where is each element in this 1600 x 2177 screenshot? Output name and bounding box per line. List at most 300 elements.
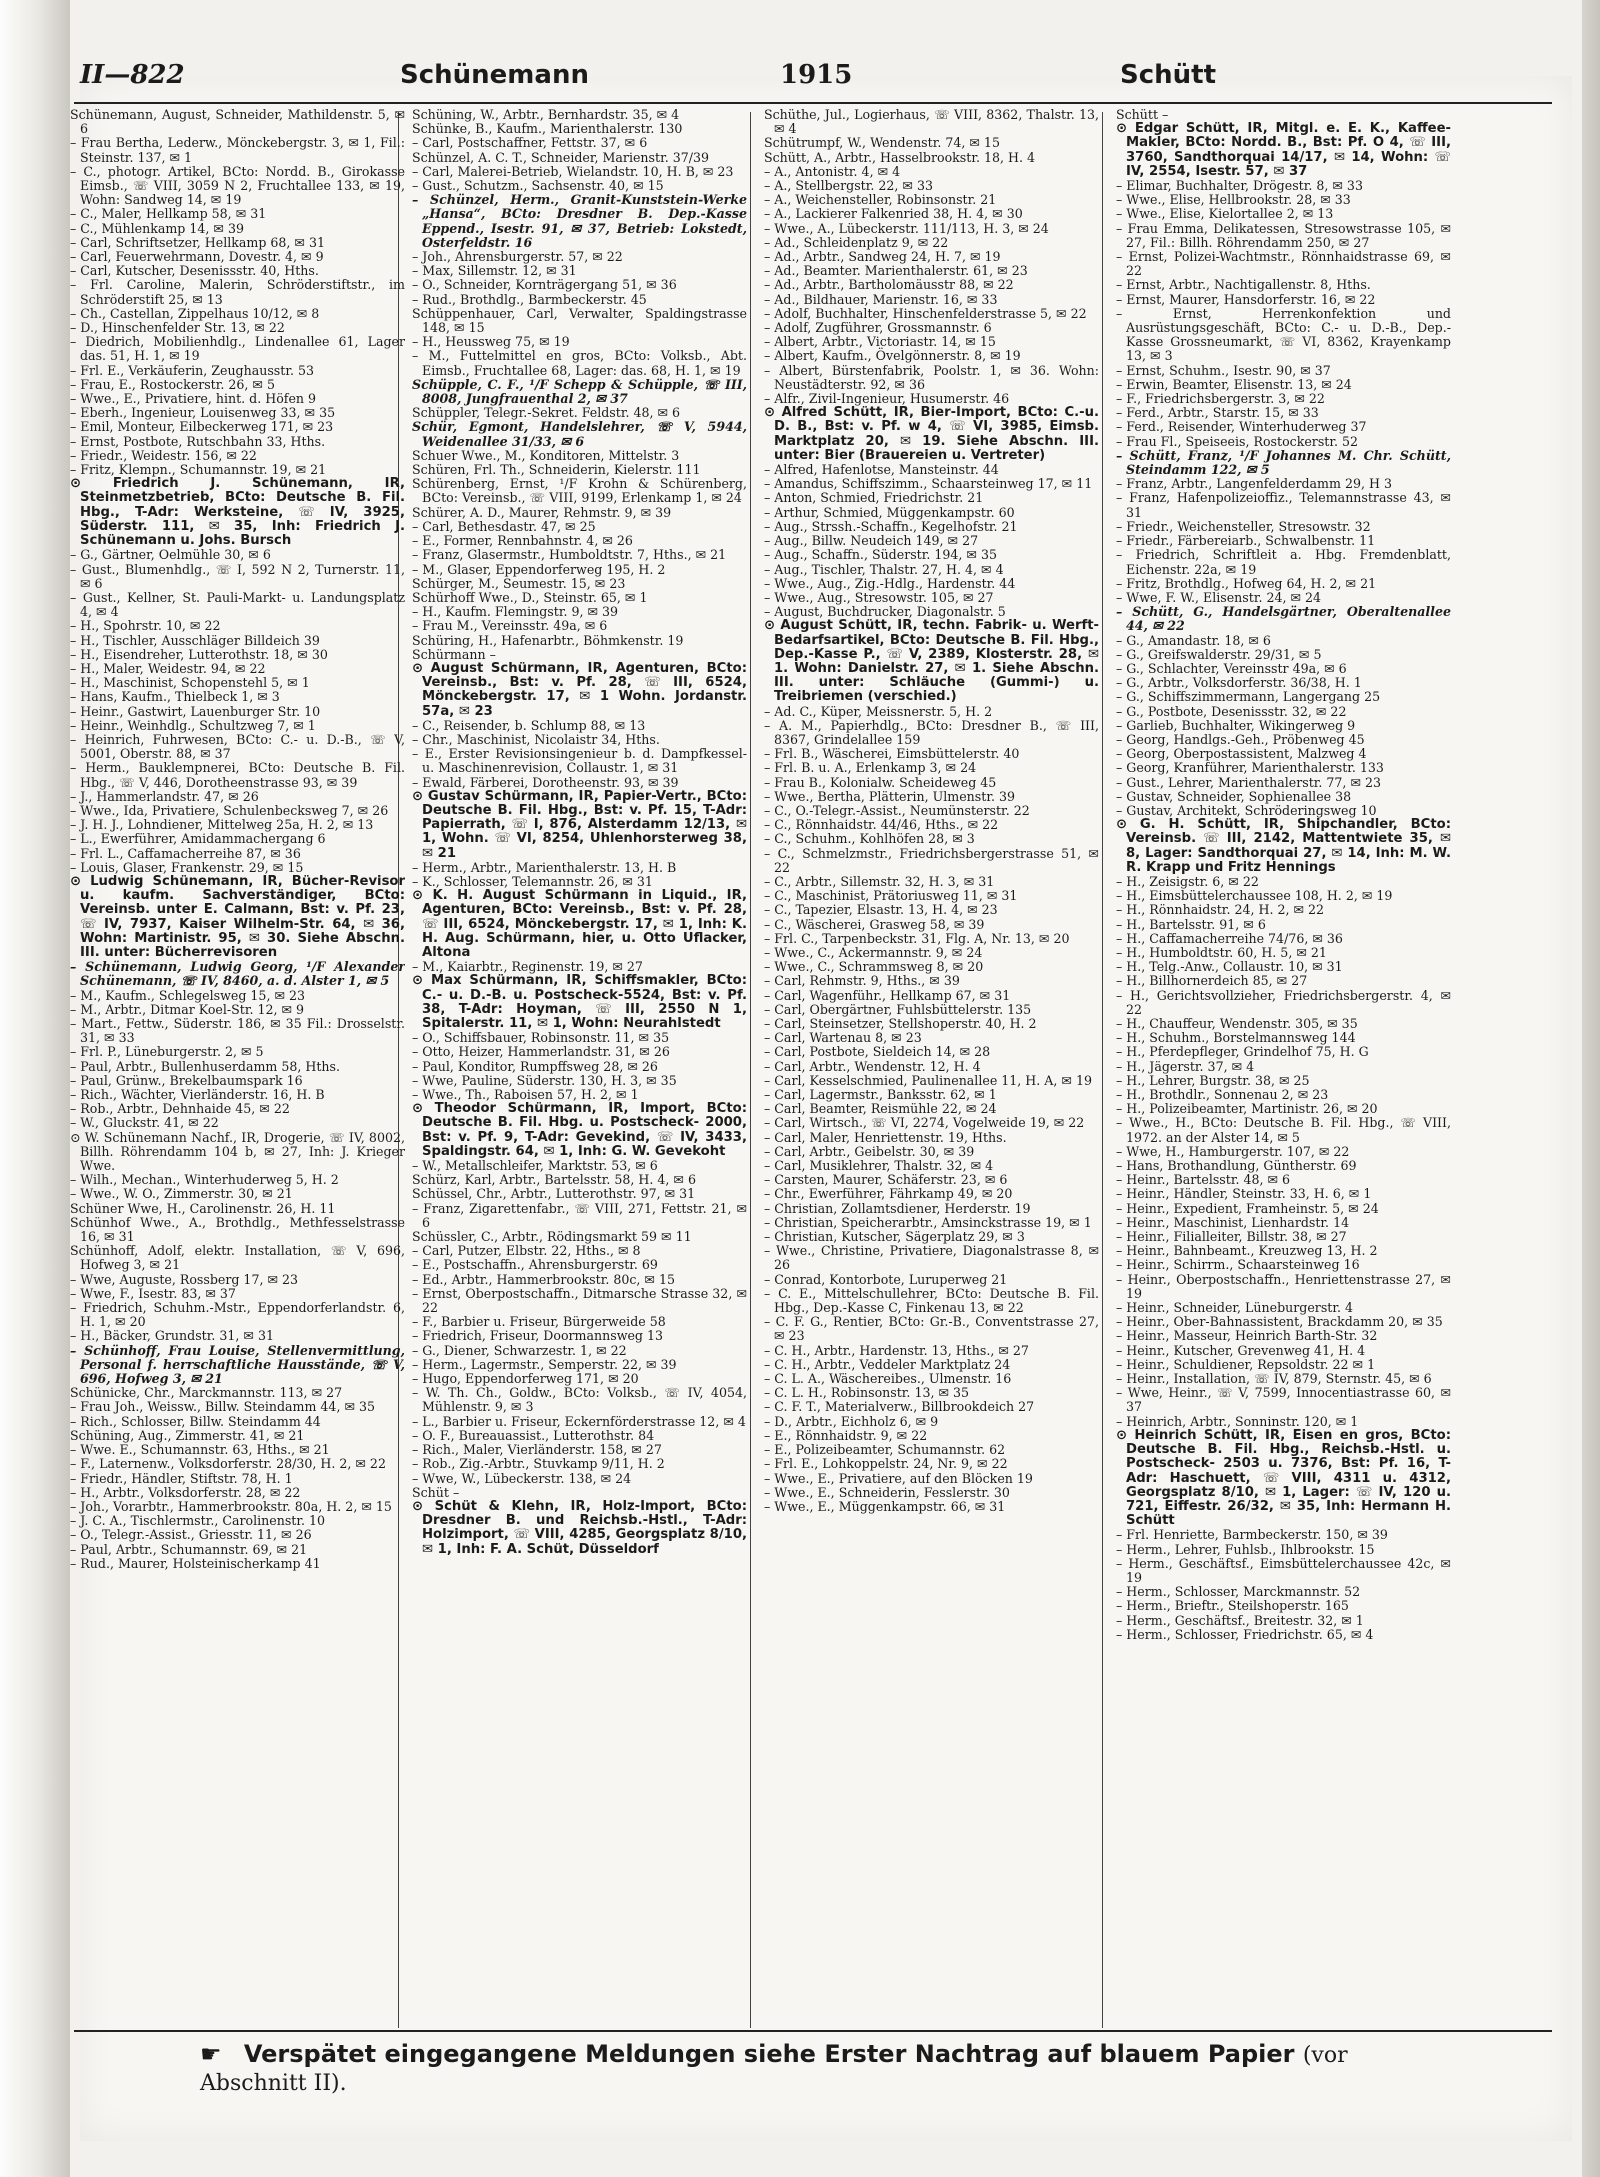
directory-entry: – Herm., Schlosser, Friedrichstr. 65, ✉ 4: [1116, 1626, 1374, 1642]
directory-entry: – Ernst, Herrenkonfektion und Ausrüstungsgeschäft, BCto: C.- u. D.-B., Dep.-Kasse Grossneumarkt, ☏ VI, 8362, Krayenkamp 13, ✉ 3: [1116, 305, 1451, 364]
directory-entry: – Rob., Arbtr., Dehnhaide 45, ✉ 22: [70, 1101, 290, 1117]
directory-entry: – F., Laternenw., Volksdorferstr. 28/30, H. 2, ✉ 22: [70, 1456, 386, 1472]
directory-entry: – Ed., Arbtr., Hammerbrookstr. 80c, ✉ 15: [412, 1271, 676, 1287]
directory-entry: – Friedrich, Schriftleit a. Hbg. Fremdenblatt, Eichenstr. 22a, ✉ 19: [1116, 547, 1451, 577]
directory-entry: – M., Arbtr., Ditmar Koel-Str. 12, ✉ 9: [70, 1001, 305, 1017]
directory-entry: – G., Diener, Schwarzestr. 1, ✉ 22: [412, 1342, 627, 1358]
directory-entry: – Wwe., W. O., Zimmerstr. 30, ✉ 21: [70, 1186, 293, 1202]
column-2: [412, 108, 747, 2028]
directory-entry: – Schünemann, Ludwig Georg, ¹/F Alexander Schünemann, ☏ IV, 8460, a. d. Alster 1, ✉ 5: [70, 959, 405, 989]
directory-entry: – Frau Fl., Speiseeis, Rostockerstr. 52: [1116, 433, 1359, 449]
directory-entry: – H., Telg.-Anw., Collaustr. 10, ✉ 31: [1116, 959, 1343, 975]
directory-entry: – O. F., Bureauassist., Lutterothstr. 84: [412, 1427, 655, 1443]
directory-entry: – H., Bäcker, Grundstr. 31, ✉ 31: [70, 1328, 274, 1344]
directory-entry: – K., Schlosser, Telemannstr. 26, ✉ 31: [412, 873, 653, 889]
directory-entry: – Herm., Lagermstr., Semperstr. 22, ✉ 39: [412, 1356, 677, 1372]
directory-entry: – Heinr., Weinhdlg., Schultzweg 7, ✉ 1: [70, 717, 316, 733]
directory-entry: – Friedr., Färbereiarb., Schwalbenstr. 11: [1116, 533, 1376, 549]
directory-entry: – Wilh., Mechan., Winterhuderweg 5, H. 2: [70, 1172, 339, 1188]
directory-entry: ⊙ Theodor Schürmann, IR, Import, BCto: Deutsche B. Fil. Hbg. u. Postscheck- 2000, Bst: v. Pf. 9, T-Adr: Gevekind, ☏ IV, 3433, Spaldingstr. 64, ✉ 1, Inh: G. W. Gevekoht: [412, 1101, 747, 1159]
directory-entry: – Ad., Beamter. Marienthalerstr. 61, ✉ 23: [764, 263, 1028, 279]
directory-entry: – F., Friedrichsbergerstr. 3, ✉ 22: [1116, 391, 1325, 407]
directory-entry: – O., Telegr.-Assist., Griesstr. 11, ✉ 26: [70, 1527, 312, 1543]
directory-entry: – F., Barbier u. Friseur, Bürgerweide 58: [412, 1314, 666, 1330]
directory-entry: – E., Erster Revisionsingenieur b. d. Dampfkessel- u. Maschinenrevision, Collaustr. 1, ✉ 31: [412, 746, 747, 776]
directory-entry: – Albert, Kaufm., Övelgönnerstr. 8, ✉ 19: [764, 348, 1021, 364]
directory-entry: Schüppenhauer, Carl, Verwalter, Spaldingstrasse 148, ✉ 15: [412, 305, 747, 336]
directory-entry: – W., Gluckstr. 41, ✉ 22: [70, 1115, 219, 1131]
directory-entry: – Conrad, Kontorbote, Luruperweg 21: [764, 1271, 1008, 1287]
directory-entry: Schüt –: [412, 1484, 460, 1500]
directory-entry: – Friedrich, Schuhm.-Mstr., Eppendorferlandstr. 6, H. 1, ✉ 20: [70, 1300, 405, 1330]
directory-entry: – A., Stellbergstr. 22, ✉ 33: [764, 178, 933, 194]
directory-entry: – L., Barbier u. Friseur, Eckernförderstrasse 12, ✉ 4: [412, 1413, 746, 1429]
directory-entry: – Frl. Henriette, Barmbeckerstr. 150, ✉ 39: [1116, 1527, 1388, 1543]
directory-entry: – Carl, Beamter, Reismühle 22, ✉ 24: [764, 1101, 997, 1117]
directory-entry: – Wwe, W., Lübeckerstr. 138, ✉ 24: [412, 1470, 632, 1486]
directory-entry: – H., Arbtr., Volksdorferstr. 28, ✉ 22: [70, 1484, 301, 1500]
directory-entry: – C. H., Arbtr., Hardenstr. 13, Hths., ✉ 27: [764, 1342, 1029, 1358]
directory-entry: Schürhoff Wwe., D., Steinstr. 65, ✉ 1: [412, 589, 648, 605]
directory-entry: – Heinr., Kutscher, Grevenweg 41, H. 4: [1116, 1342, 1366, 1358]
directory-entry: – Georg, Kranführer, Marienthalerstr. 133: [1116, 760, 1384, 776]
directory-entry: – Paul, Konditor, Rumpffsweg 28, ✉ 26: [412, 1058, 658, 1074]
directory-entry: – Erwin, Beamter, Elisenstr. 13, ✉ 24: [1116, 376, 1352, 392]
directory-entry: – C. F. G., Rentier, BCto: Gr.-B., Conventstrasse 27, ✉ 23: [764, 1314, 1099, 1344]
directory-entry: – D., Arbtr., Eichholz 6, ✉ 9: [764, 1413, 939, 1429]
directory-entry: – Joh., Ahrensburgerstr. 57, ✉ 22: [412, 249, 623, 265]
directory-entry: – Wwe., E., Privatiere, auf den Blöcken 19: [764, 1470, 1033, 1486]
directory-entry: – J., Hammerlandstr. 47, ✉ 26: [70, 788, 259, 804]
directory-entry: – C., Maschinist, Prätoriusweg 11, ✉ 31: [764, 888, 1018, 904]
directory-entry: – Paul, Grünw., Brekelbaumspark 16: [70, 1072, 303, 1088]
directory-entry: – H., Caffamacherreihe 74/76, ✉ 36: [1116, 930, 1343, 946]
directory-entry: – Ad., Arbtr., Sandweg 24, H. 7, ✉ 19: [764, 249, 1001, 265]
directory-entry: – Ferd., Arbtr., Starstr. 15, ✉ 33: [1116, 405, 1319, 421]
directory-entry: – C., Tapezier, Elsastr. 13, H. 4, ✉ 23: [764, 902, 998, 918]
directory-entry: – Carl, Maler, Henriettenstr. 19, Hths.: [764, 1129, 1007, 1145]
directory-entry: – M., Kaiarbtr., Reginenstr. 19, ✉ 27: [412, 959, 643, 975]
directory-entry: – C., Arbtr., Sillemstr. 32, H. 3, ✉ 31: [764, 873, 995, 889]
directory-entry: Schünemann, August, Schneider, Mathildenstr. 5, ✉ 6: [70, 108, 405, 137]
directory-entry: – H., Schuhm., Borstelmannsweg 144: [1116, 1030, 1356, 1046]
directory-entry: – G., Gärtner, Oelmühle 30, ✉ 6: [70, 547, 271, 563]
directory-entry: – Rich., Schlosser, Billw. Steindamm 44: [70, 1413, 321, 1429]
directory-entry: – Rich., Maler, Vierländerstr. 158, ✉ 27: [412, 1442, 662, 1458]
directory-entry: Schütrumpf, W., Wendenstr. 74, ✉ 15: [764, 135, 1000, 151]
directory-entry: – Ernst, Arbtr., Nachtigallenstr. 8, Hths.: [1116, 277, 1371, 293]
directory-entry: – Carl, Schriftsetzer, Hellkamp 68, ✉ 31: [70, 234, 326, 250]
directory-entry: – Heinr., Händler, Steinstr. 33, H. 6, ✉ 1: [1116, 1186, 1372, 1202]
directory-entry: – Heinr., Expedient, Framheinstr. 5, ✉ 24: [1116, 1200, 1379, 1216]
page-number: II—822: [80, 60, 185, 90]
directory-entry: – Heinr., Schirrm., Schaarsteinweg 16: [1116, 1257, 1360, 1273]
directory-entry: – Arthur, Schmied, Müggenkampstr. 60: [764, 504, 1015, 520]
directory-entry: – H., Eisendreher, Lutterothstr. 18, ✉ 30: [70, 646, 328, 662]
directory-entry: – Wwe., E., Privatiere, hint. d. Höfen 9: [70, 391, 317, 407]
directory-entry: – Ernst, Oberpostschaffn., Ditmarsche Strasse 32, ✉ 22: [412, 1285, 747, 1316]
directory-entry: – Friedr., Händler, Stiftstr. 78, H. 1: [70, 1470, 293, 1486]
directory-entry: Schütt –: [1116, 108, 1169, 122]
directory-entry: – Carl, Postbote, Sieldeich 14, ✉ 28: [764, 1044, 991, 1060]
directory-entry: – Carl, Kutscher, Desenissstr. 40, Hths.: [70, 263, 319, 279]
directory-entry: – H., Maschinist, Schopenstehl 5, ✉ 1: [70, 675, 310, 691]
directory-entry: Schuer Wwe., M., Konditoren, Mittelstr. 3: [412, 447, 680, 463]
directory-entry: – Wwe., C., Schrammsweg 8, ✉ 20: [764, 959, 984, 975]
directory-entry: – M., Glaser, Eppendorferweg 195, H. 2: [412, 561, 666, 577]
directory-entry: – Ad., Arbtr., Bartholomäusstr 88, ✉ 22: [764, 277, 1014, 293]
directory-entry: Schüring, H., Hafenarbtr., Böhmkenstr. 19: [412, 632, 684, 648]
directory-entry: – H., Heussweg 75, ✉ 19: [412, 334, 570, 350]
column-4: [1116, 108, 1451, 2028]
directory-entry: ⊙ Heinrich Schütt, IR, Eisen en gros, BCto: Deutsche B. Fil. Hbg., Reichsb.-Hstl. u. Postscheck- 2503 u. 7376, Bst: Pf. 16, T-Adr: Haschuett, ☏ VIII, 4311 u. 4312, Georgsplatz 8/10, ✉ 1, Lager: ☏ IV, 120 u. 721, Eiffestr. 26/32, ✉ 35, Inh: Hermann H. Schütt: [1116, 1427, 1451, 1529]
directory-entry: – Friedr., Weidestr. 156, ✉ 22: [70, 447, 257, 463]
directory-entry: Schüren, Frl. Th., Schneiderin, Kielerstr. 111: [412, 462, 701, 478]
directory-entry: Schütt, A., Arbtr., Hasselbrookstr. 18, H. 4: [764, 149, 1035, 165]
directory-entry: – Herm., Brieftr., Steilshoperstr. 165: [1116, 1598, 1349, 1614]
directory-entry: – C., photogr. Artikel, BCto: Nordd. B., Girokasse Eimsb., ☏ VIII, 3059 N 2, Fruchtallee 133, ✉ 19, Wohn: Sandweg 14, ✉ 19: [70, 163, 405, 208]
directory-entry: – Carl, Feuerwehrmann, Dovestr. 4, ✉ 9: [70, 249, 324, 265]
directory-entry: – E., Rönnhaidstr. 9, ✉ 22: [764, 1427, 928, 1443]
directory-entry: ⊙ K. H. August Schürmann in Liquid., IR, Agenturen, BCto: Vereinsb., Bst: v. Pf. 28, ☏ III, 6524, Mönckebergstr. 17, ✉ 1, Inh: K. H. Aug. Schürmann, hier, u. Otto Uflacker, Altona: [412, 888, 747, 960]
page-edge: [1582, 0, 1600, 2177]
directory-entry: Schürenberg, Ernst, ¹/F Krohn & Schürenberg, BCto: Vereinsb., ☏ VIII, 9199, Erlenkamp 1, ✉ 24: [412, 476, 747, 506]
directory-entry: – Frl. P., Lüneburgerstr. 2, ✉ 5: [70, 1044, 264, 1060]
directory-entry: – Rob., Zig.-Arbtr., Stuvkamp 9/11, H. 2: [412, 1456, 665, 1472]
directory-entry: – Aug., Billw. Neudeich 149, ✉ 27: [764, 533, 979, 549]
column-3: [764, 108, 1099, 2028]
directory-entry: – Herm., Schlosser, Marckmannstr. 52: [1116, 1584, 1361, 1600]
directory-entry: – C., Schuhm., Kohlhöfen 28, ✉ 3: [764, 831, 975, 847]
directory-entry: – Carl, Putzer, Elbstr. 22, Hths., ✉ 8: [412, 1243, 641, 1259]
directory-entry: – Adolf, Buchhalter, Hinschenfelderstrasse 5, ✉ 22: [764, 305, 1087, 321]
directory-entry: Schüssler, C., Arbtr., Rödingsmarkt 59 ✉ 11: [412, 1229, 692, 1245]
directory-entry: – Schünhoff, Frau Louise, Stellenvermittlung, Personal f. herrschaftliche Hausstände, ☏ V, 696, Hofweg 3, ✉ 21: [70, 1342, 405, 1387]
directory-entry: – M., Futtelmittel en gros, BCto: Volksb., Abt. Eimsb., Fruchtallee 68, Lager: das. 68, H. 1, ✉ 19: [412, 348, 747, 378]
directory-entry: – Otto, Heizer, Hammerlandstr. 31, ✉ 26: [412, 1044, 670, 1060]
footer-note: [200, 2040, 1400, 2096]
directory-entry: – Gustav, Architekt, Schröderingsweg 10: [1116, 802, 1377, 818]
directory-entry: – Hans, Brothandlung, Güntherstr. 69: [1116, 1158, 1357, 1174]
directory-entry: Schüning, W., Arbtr., Bernhardstr. 35, ✉ 4: [412, 108, 680, 122]
directory-entry: – Heinr., Filialleiter, Billstr. 38, ✉ 27: [1116, 1229, 1347, 1245]
directory-entry: – Heinr., Ober-Bahnassistent, Brackdamm 20, ✉ 35: [1116, 1314, 1443, 1330]
directory-entry: – Frl. E., Lohkoppelstr. 24, Nr. 9, ✉ 22: [764, 1456, 1008, 1472]
column-1: [70, 108, 405, 2028]
directory-entry: – E., Former, Rennbahnstr. 4, ✉ 26: [412, 533, 633, 549]
directory-entry: – Gust., Blumenhdlg., ☏ I, 592 N 2, Turnerstr. 11, ✉ 6: [70, 561, 405, 591]
directory-entry: – Aug., Tischler, Thalstr. 27, H. 4, ✉ 4: [764, 561, 1004, 577]
directory-entry: – Rich., Wächter, Vierländerstr. 16, H. B: [70, 1087, 325, 1103]
directory-entry: ⊙ August Schürmann, IR, Agenturen, BCto: Vereinsb., Bst: v. Pf. 28, ☏ III, 6524, Mönckebergstr. 17, ✉ 1 Wohn. Jordanstr. 57a, ✉ 23: [412, 660, 747, 719]
directory-entry: – J. C. A., Tischlermstr., Carolinenstr. 10: [70, 1513, 326, 1529]
directory-entry: – C. F. T., Materialverw., Billbrookdeich 27: [764, 1399, 1035, 1415]
directory-entry: – Frl. C., Tarpenbeckstr. 31, Flg. A, Nr. 13, ✉ 20: [764, 930, 1070, 946]
directory-entry: – Herm., Geschäftsf., Breitestr. 32, ✉ 1: [1116, 1612, 1364, 1628]
directory-entry: – Ch., Castellan, Zippelhaus 10/12, ✉ 8: [70, 305, 320, 321]
directory-entry: – Fritz, Brothdlg., Hofweg 64, H. 2, ✉ 21: [1116, 575, 1377, 591]
directory-entry: – Albert, Arbtr., Victoriastr. 14, ✉ 15: [764, 334, 996, 350]
directory-entry: – Chr., Ewerführer, Fährkamp 49, ✉ 20: [764, 1186, 1013, 1202]
directory-entry: – Schünzel, Herm., Granit-Kunststein-Werke „Hansa“, BCto: Dresdner B. Dep.-Kasse Eppend., Isestr. 91, ✉ 37, Betrieb: Lokstedt, Osterfeldstr. 16: [412, 192, 747, 250]
directory-entry: – Heinr., Schneider, Lüneburgerstr. 4: [1116, 1300, 1354, 1316]
directory-entry: – Frl. E., Verkäuferin, Zeughausstr. 53: [70, 362, 314, 378]
directory-entry: Schünzel, A. C. T., Schneider, Marienstr. 37/39: [412, 149, 710, 165]
directory-entry: – Elimar, Buchhalter, Drögestr. 8, ✉ 33: [1116, 178, 1363, 194]
directory-entry: – Franz, Zigarettenfabr., ☏ VIII, 271, Fettstr. 21, ✉ 6: [412, 1200, 747, 1230]
directory-entry: – H., Polizeibeamter, Martinistr. 26, ✉ 20: [1116, 1101, 1378, 1117]
directory-entry: – Max, Sillemstr. 12, ✉ 31: [412, 263, 577, 279]
directory-entry: Schünke, B., Kaufm., Marienthalerstr. 130: [412, 121, 683, 137]
directory-entry: – Ernst, Schuhm., Isestr. 90, ✉ 37: [1116, 362, 1331, 378]
directory-entry: – Frau M., Vereinsstr. 49a, ✉ 6: [412, 618, 608, 634]
directory-entry: – C., Schmelzmstr., Friedrichsbergerstrasse 51, ✉ 22: [764, 845, 1099, 875]
directory-entry: Schürmann –: [412, 646, 496, 662]
directory-entry: – Heinr., Masseur, Heinrich Barth-Str. 32: [1116, 1328, 1378, 1344]
directory-entry: – Heinr., Bartelsstr. 48, ✉ 6: [1116, 1172, 1291, 1188]
directory-entry: Schünicke, Chr., Marckmannstr. 113, ✉ 27: [70, 1385, 343, 1401]
directory-entry: – W. Th. Ch., Goldw., BCto: Volksb., ☏ IV, 4054, Mühlenstr. 9, ✉ 3: [412, 1385, 747, 1415]
directory-entry: Schüner Wwe, H., Carolinenstr. 26, H. 11: [70, 1200, 336, 1216]
directory-entry: – Georg, Handlgs.-Geh., Pröbenweg 45: [1116, 731, 1365, 747]
directory-entry: – Ewald, Färberei, Dorotheenstr. 93, ✉ 39: [412, 774, 679, 790]
footer-text: Verspätet eingegangene Meldungen siehe Erster Nachtrag auf blauem Papier: [243, 2040, 1295, 2068]
directory-entry: – Garlieb, Buchhalter, Wikingerweg 9: [1116, 717, 1356, 733]
directory-entry: – C. H., Arbtr., Veddeler Marktplatz 24: [764, 1356, 1011, 1372]
directory-entry: – Ernst, Maurer, Hansdorferstr. 16, ✉ 22: [1116, 291, 1376, 307]
directory-entry: – Carsten, Maurer, Schäferstr. 23, ✉ 6: [764, 1172, 1008, 1188]
directory-entry: – G., Amandastr. 18, ✉ 6: [1116, 632, 1271, 648]
directory-entry: Schüppler, Telegr.-Sekret. Feldstr. 48, ✉ 6: [412, 405, 681, 421]
directory-entry: – Carl, Bethesdastr. 47, ✉ 25: [412, 518, 596, 534]
directory-entry: – Carl, Wagenführ., Hellkamp 67, ✉ 31: [764, 987, 1011, 1003]
directory-entry: – M., Kaufm., Schlegelsweg 15, ✉ 23: [70, 987, 306, 1003]
directory-entry: – Carl, Arbtr., Geibelstr. 30, ✉ 39: [764, 1143, 975, 1159]
directory-entry: Schüpple, C. F., ¹/F Schepp & Schüpple, ☏ III, 8008, Jungfrauenthal 2, ✉ 37: [412, 376, 747, 407]
directory-entry: ⊙ G. H. Schütt, IR, Shipchandler, BCto: Vereinsb. ☏ III, 2142, Mattentwiete 35, ✉ 8, Lager: Sandthorquai 27, ✉ 14, Inh: M. W. R. Krapp und Fritz Hennings: [1116, 817, 1451, 875]
directory-entry: – H., Rönnhaidstr. 24, H. 2, ✉ 22: [1116, 902, 1325, 918]
directory-entry: – Carl, Obergärtner, Fuhlsbüttelerstr. 135: [764, 1001, 1032, 1017]
last-entry-name: Schütt: [1120, 60, 1217, 90]
directory-entry: – Diedrich, Mobilienhdlg., Lindenallee 61, Lager das. 51, H. 1, ✉ 19: [70, 334, 405, 364]
directory-entry: – Frau, E., Rostockerstr. 26, ✉ 5: [70, 376, 275, 392]
directory-entry: – Ad., Bildhauer, Marienstr. 16, ✉ 33: [764, 291, 998, 307]
directory-entry: – Franz, Arbtr., Langenfelderdamm 29, H 3: [1116, 476, 1392, 492]
directory-entry: – Franz, Glasermstr., Humboldtstr. 7, Hths., ✉ 21: [412, 547, 727, 563]
directory-entry: – Herm., Geschäftsf., Eimsbüttelerchaussee 42c, ✉ 19: [1116, 1555, 1451, 1585]
first-entry-name: Schünemann: [400, 60, 589, 90]
directory-entry: – Frl. B. u. A., Erlenkamp 3, ✉ 24: [764, 760, 977, 776]
directory-entry: – Ferd., Reisender, Winterhuderweg 37: [1116, 419, 1367, 435]
directory-entry: – Frau Joh., Weissw., Billw. Steindamm 44, ✉ 35: [70, 1399, 376, 1415]
directory-entry: – Wwe, F., Isestr. 83, ✉ 37: [70, 1285, 236, 1301]
directory-entry: ⊙ Ludwig Schünemann, IR, Bücher-Revisor u. kaufm. Sachverständiger, BCto: Vereinsb. unter E. Calmann, Bst: v. Pf. 23, ☏ IV, 7937, Kaiser Wilhelm-Str. 64, ✉ 36, Wohn: Martinistr. 95, ✉ 30. Siehe Abschn. III. unter: Bücherrevisoren: [70, 873, 405, 960]
directory-entry: – Wwe, F. W., Elisenstr. 24, ✉ 24: [1116, 589, 1322, 605]
directory-entry: – G., Schiffszimmermann, Langergang 25: [1116, 689, 1381, 705]
directory-entry: – Wwe., E., Schneiderin, Fesslerstr. 30: [764, 1484, 1010, 1500]
directory-entry: ⊙ W. Schünemann Nachf., IR, Drogerie, ☏ IV, 8002, Billh. Röhrendamm 104 b, ✉ 27, Inh: J. Krieger Wwe.: [70, 1129, 405, 1174]
directory-entry: – Wwe, Heinr., ☏ V, 7599, Innocentiastrasse 60, ✉ 37: [1116, 1385, 1451, 1415]
directory-entry: – H., Jägerstr. 37, ✉ 4: [1116, 1058, 1255, 1074]
directory-entry: – H., Chauffeur, Wendenstr. 305, ✉ 35: [1116, 1016, 1358, 1031]
directory-entry: – Wwe, Auguste, Rossberg 17, ✉ 23: [70, 1271, 299, 1287]
directory-entry: – Gust., Kellner, St. Pauli-Markt- u. Landungsplatz 4, ✉ 4: [70, 589, 405, 620]
directory-entry: – Friedr., Weichensteller, Stresowstr. 32: [1116, 518, 1371, 534]
page-header: [80, 60, 1540, 104]
directory-entry: – Frau B., Kolonialw. Scheideweg 45: [764, 774, 997, 790]
directory-entry: – Georg, Oberpostassistent, Malzweg 4: [1116, 746, 1367, 762]
directory-entry: – Louis, Glaser, Frankenstr. 29, ✉ 15: [70, 859, 304, 875]
directory-entry: – Carl, Steinsetzer, Stellshoperstr. 40, H. 2: [764, 1016, 1037, 1031]
directory-entry: ⊙ Schüt & Klehn, IR, Holz-Import, BCto: Dresdner B. und Reichsb.-Hstl., T-Adr: Holzimport, ☏ VIII, 4285, Georgsplatz 8/10, ✉ 1, Inh: F. A. Schüt, Düsseldorf: [412, 1498, 747, 1557]
directory-entry: – D., Hinschenfelder Str. 13, ✉ 22: [70, 320, 285, 336]
directory-entry: Schürz, Karl, Arbtr., Bartelsstr. 58, H. 4, ✉ 6: [412, 1172, 696, 1188]
directory-entry: – Wwe. E., Schumannstr. 63, Hths., ✉ 21: [70, 1442, 330, 1458]
directory-entry: – A., Lackierer Falkenried 38, H. 4, ✉ 30: [764, 206, 1023, 222]
directory-entry: – E., Postschaffn., Ahrensburgerstr. 69: [412, 1257, 658, 1273]
directory-entry: – Herm., Bauklempnerei, BCto: Deutsche B. Fil. Hbg., ☏ V, 446, Dorotheenstrasse 93, ✉ 39: [70, 760, 405, 790]
directory-entry: – Herm., Lehrer, Fuhlsb., Ihlbrookstr. 15: [1116, 1541, 1375, 1557]
footer-rule: [74, 2030, 1552, 2032]
directory-entry: – H., Zeisigstr. 6, ✉ 22: [1116, 873, 1259, 889]
directory-entry: – Mart., Fettw., Süderstr. 186, ✉ 35 Fil.: Drosselstr. 31, ✉ 33: [70, 1016, 405, 1046]
directory-entry: – Herm., Arbtr., Marienthalerstr. 13, H. B: [412, 859, 677, 875]
directory-entry: – G., Schlachter, Vereinsstr 49a, ✉ 6: [1116, 660, 1347, 676]
directory-entry: – Chr., Maschinist, Nicolaistr 34, Hths.: [412, 731, 660, 747]
directory-entry: Schür, Egmont, Handelslehrer, ☏ V, 5944, Weidenallee 31/33, ✉ 6: [412, 419, 747, 449]
directory-entry: ⊙ Gustav Schürmann, IR, Papier-Vertr., BCto: Deutsche B. Fil. Hbg., Bst: v. Pf. 15, T-Adr: Papierrath, ☏ I, 876, Alsterdamm 12/13, ✉ 1, Wohn. ☏ VI, 8254, Uhlenhorsterweg 38, ✉ 21: [412, 788, 747, 861]
directory-entry: – Frau Bertha, Lederw., Mönckebergstr. 3, ✉ 1, Fil.: Steinstr. 137, ✉ 1: [70, 135, 405, 165]
directory-entry: – Frl. Caroline, Malerin, Schröderstiftstr., im Schröderstift 25, ✉ 13: [70, 277, 405, 307]
footer-note-tail: (vor Abschnitt II).: [200, 2043, 1348, 2096]
directory-entry: – C., Reisender, b. Schlump 88, ✉ 13: [412, 717, 646, 733]
directory-entry: ⊙ Max Schürmann, IR, Schiffsmakler, BCto: C.- u. D.-B. u. Postscheck-5524, Bst: v. Pf. 38, T-Adr: Hoyman, ☏ III, 2550 N 1, Spitalerstr. 11, ✉ 1, Wohn: Neurahlstedt: [412, 973, 747, 1031]
directory-entry: – H., Tischler, Ausschläger Billdeich 39: [70, 632, 320, 648]
directory-entry: Schünhoff, Adolf, elektr. Installation, ☏ V, 696, Hofweg 3, ✉ 21: [70, 1243, 405, 1273]
directory-entry: – Carl, Wartenau 8, ✉ 23: [764, 1030, 922, 1046]
directory-entry: – Gust., Lehrer, Marienthalerstr. 77, ✉ 23: [1116, 774, 1382, 790]
directory-entry: – Adolf, Zugführer, Grossmannstr. 6: [764, 320, 992, 336]
directory-entry: Schüning, Aug., Zimmerstr. 41, ✉ 21: [70, 1427, 305, 1443]
directory-entry: – Frl. B., Wäscherei, Eimsbüttelerstr. 40: [764, 746, 1020, 762]
directory-entry: – Schütt, Franz, ¹/F Johannes M. Chr. Schütt, Steindamm 122, ✉ 5: [1116, 447, 1451, 478]
directory-entry: – Rud., Maurer, Holsteinischerkamp 41: [70, 1555, 321, 1571]
directory-entry: – Fritz, Klempn., Schumannstr. 19, ✉ 21: [70, 462, 327, 478]
directory-entry: – C., Mühlenkamp 14, ✉ 39: [70, 220, 244, 236]
directory-entry: – H., Maler, Weidestr. 94, ✉ 22: [70, 660, 266, 676]
directory-entry: – A. M., Papierhdlg., BCto: Dresdner B., ☏ III, 8367, Grindelallee 159: [764, 717, 1099, 747]
directory-entry: – Paul, Arbtr., Schumannstr. 69, ✉ 21: [70, 1541, 308, 1557]
directory-entry: – Albert, Bürstenfabrik, Poolstr. 1, ✉ 36. Wohn: Neustädterstr. 92, ✉ 36: [764, 362, 1099, 392]
directory-entry: – Carl, Arbtr., Wendenstr. 12, H. 4: [764, 1058, 981, 1074]
directory-entry: – C. L. H., Robinsonstr. 13, ✉ 35: [764, 1385, 970, 1401]
directory-entry: ⊙ August Schütt, IR, techn. Fabrik- u. Werft-Bedarfsartikel, BCto: Deutsche B. Fil. Hbg., Dep.-Kasse P., ☏ V, 2389, Klosterstr. 28, ✉ 1. Wohn: Danielstr. 27, ✉ 1. Siehe Abschn. III. unter: Schläuche (Gummi-) u. Treibriemen (verschied.): [764, 618, 1099, 705]
directory-entry: – Ad., Schleidenplatz 9, ✉ 22: [764, 234, 949, 250]
directory-entry: – O., Schneider, Kornträgergang 51, ✉ 36: [412, 277, 677, 293]
header-rule: [74, 102, 1552, 104]
directory-entry: – Wwe, Pauline, Süderstr. 130, H. 3, ✉ 35: [412, 1072, 677, 1088]
directory-entry: – Heinr., Schuldiener, Repsoldstr. 22 ✉ 1: [1116, 1356, 1376, 1372]
directory-entry: – H., Brothdlr., Sonnenau 2, ✉ 23: [1116, 1087, 1329, 1103]
directory-entry: – Carl, Musiklehrer, Thalstr. 32, ✉ 4: [764, 1158, 994, 1174]
directory-entry: Schünhof Wwe., A., Brothdlg., Methfesselstrasse 16, ✉ 31: [70, 1214, 405, 1245]
directory-entry: – Alfred, Hafenlotse, Mansteinstr. 44: [764, 462, 999, 478]
directory-entry: – Gust., Schutzm., Sachsenstr. 40, ✉ 15: [412, 178, 664, 194]
directory-entry: – Heinrich, Arbtr., Sonninstr. 120, ✉ 1: [1116, 1413, 1359, 1429]
year: 1915: [780, 60, 853, 90]
directory-entry: – Wwe., Elise, Hellbrookstr. 28, ✉ 33: [1116, 192, 1351, 208]
directory-entry: – Heinr., Gastwirt, Lauenburger Str. 10: [70, 703, 321, 719]
directory-entry: – Heinrich, Fuhrwesen, BCto: C.- u. D.-B., ☏ V, 5001, Oberstr. 88, ✉ 37: [70, 731, 405, 762]
directory-entry: – O., Schiffsbauer, Robinsonstr. 11, ✉ 35: [412, 1030, 670, 1046]
directory-entry: – Wwe., Ida, Privatiere, Schulenbecksweg 7, ✉ 26: [70, 802, 389, 818]
pointing-hand-icon: ☛: [200, 2040, 222, 2068]
directory-entry: – C., Wäscherei, Grasweg 58, ✉ 39: [764, 916, 985, 932]
directory-entry: ⊙ Friedrich J. Schünemann, IR, Steinmetzbetrieb, BCto: Deutsche B. Fil. Hbg., T-Adr: Werksteine, ☏ IV, 3925, Süderstr. 111, ✉ 35, Inh: Friedrich J. Schünemann u. Johs. Bursch: [70, 476, 405, 549]
directory-entry: – Frau Emma, Delikatessen, Stresowstrasse 105, ✉ 27, Fil.: Billh. Röhrendamm 250, ✉ 27: [1116, 220, 1451, 250]
directory-entry: – Heinr., Oberpostschaffn., Henriettenstrasse 27, ✉ 19: [1116, 1271, 1451, 1301]
directory-entry: – Schütt, G., Handelsgärtner, Oberaltenallee 44, ✉ 22: [1116, 604, 1451, 634]
directory-entry: – Heinr., Maschinist, Lienhardstr. 14: [1116, 1214, 1350, 1230]
directory-entry: – Anton, Schmied, Friedrichstr. 21: [764, 490, 984, 506]
directory-entry: – Carl, Lagermstr., Banksstr. 62, ✉ 1: [764, 1087, 997, 1103]
directory-entry: – W., Metallschleifer, Marktstr. 53, ✉ 6: [412, 1158, 658, 1174]
directory-entry: – H., Bartelsstr. 91, ✉ 6: [1116, 916, 1266, 932]
directory-entry: – L., Ewerführer, Amidammachergang 6: [70, 831, 326, 847]
directory-entry: – Joh., Vorarbtr., Hammerbrookstr. 80a, H. 2, ✉ 15: [70, 1498, 392, 1514]
directory-entry: – Emil, Monteur, Eilbeckerweg 171, ✉ 23: [70, 419, 334, 435]
directory-entry: ⊙ Edgar Schütt, IR, Mitgl. e. E. K., Kaffee-Makler, BCto: Nordd. B., Bst: Pf. O 4, ☏ III, 3760, Sandthorquai 14/17, ✉ 14, Wohn: ☏ IV, 2554, Isestr. 57, ✉ 37: [1116, 121, 1451, 179]
book-spine: [0, 0, 70, 2177]
directory-entry: – Heinr., Installation, ☏ IV, 879, Sternstr. 45, ✉ 6: [1116, 1371, 1432, 1387]
directory-entry: – Wwe., Aug., Stresowstr. 105, ✉ 27: [764, 589, 994, 605]
directory-entry: – Frl. L., Caffamacherreihe 87, ✉ 36: [70, 845, 301, 861]
directory-entry: – Rud., Brothdlg., Barmbeckerstr. 45: [412, 291, 647, 307]
directory-entry: – Carl, Malerei-Betrieb, Wielandstr. 10, H. B, ✉ 23: [412, 163, 734, 179]
directory-entry: – Aug., Strssh.-Schaffn., Kegelhofstr. 21: [764, 518, 1018, 534]
directory-columns: [70, 108, 1470, 2028]
directory-entry: – Eberh., Ingenieur, Louisenweg 33, ✉ 35: [70, 405, 336, 421]
directory-entry: Schürer, A. D., Maurer, Rehmstr. 9, ✉ 39: [412, 504, 672, 520]
directory-entry: – Carl, Kesselschmied, Paulinenallee 11, H. A, ✉ 19: [764, 1072, 1092, 1088]
directory-entry: – Christian, Speicherarbtr., Amsinckstrasse 19, ✉ 1: [764, 1214, 1092, 1230]
directory-entry: – H., Spohrstr. 10, ✉ 22: [70, 618, 221, 634]
directory-entry: – Paul, Arbtr., Bullenhuserdamm 58, Hths.: [70, 1058, 340, 1074]
directory-entry: – E., Polizeibeamter, Schumannstr. 62: [764, 1442, 1006, 1458]
directory-entry: – J. H. J., Lohndiener, Mittelweg 25a, H. 2, ✉ 13: [70, 817, 374, 833]
directory-entry: – Ad. C., Küper, Meissnerstr. 5, H. 2: [764, 703, 993, 719]
directory-entry: – Christian, Kutscher, Sägerplatz 29, ✉ 3: [764, 1229, 1025, 1245]
directory-entry: Schürger, M., Seumestr. 15, ✉ 23: [412, 575, 626, 591]
directory-entry: – Carl, Rehmstr. 9, Hths., ✉ 39: [764, 973, 960, 989]
directory-entry: – H., Kaufm. Flemingstr. 9, ✉ 39: [412, 604, 619, 620]
directory-entry: – Hans, Kaufm., Thielbeck 1, ✉ 3: [70, 689, 280, 705]
directory-entry: – Aug., Schaffn., Süderstr. 194, ✉ 35: [764, 547, 998, 563]
directory-entry: – Christian, Zollamtsdiener, Herderstr. 19: [764, 1200, 1031, 1216]
directory-entry: – Franz, Hafenpolizeioffiz., Telemannstrasse 43, ✉ 31: [1116, 490, 1451, 520]
directory-entry: – H., Billhornerdeich 85, ✉ 27: [1116, 973, 1308, 989]
directory-entry: – H., Eimsbüttelerchaussee 108, H. 2, ✉ 19: [1116, 888, 1393, 904]
directory-entry: – H., Lehrer, Burgstr. 38, ✉ 25: [1116, 1072, 1310, 1088]
directory-entry: ⊙ Alfred Schütt, IR, Bier-Import, BCto: C.-u. D. B., Bst: v. Pf. w 4, ☏ VI, 3985, Eimsb. Marktplatz 20, ✉ 19. Siehe Abschn. III. unter: Bier (Brauereien u. Vertreter): [764, 405, 1099, 463]
directory-entry: – C., Maler, Hellkamp 58, ✉ 31: [70, 206, 267, 222]
directory-entry: – Ernst, Polizei-Wachtmstr., Rönnhaidstrasse 69, ✉ 22: [1116, 249, 1451, 279]
directory-entry: – C. L. A., Wäschereibes., Ulmenstr. 16: [764, 1371, 1012, 1387]
directory-entry: Schüthe, Jul., Logierhaus, ☏ VIII, 8362, Thalstr. 13, ✉ 4: [764, 108, 1099, 137]
directory-entry: – Wwe., Th., Raboisen 57, H. 2, ✉ 1: [412, 1087, 639, 1103]
directory-entry: – H., Pferdepfleger, Grindelhof 75, H. G: [1116, 1044, 1369, 1060]
directory-entry: – Wwe., E., Müggenkampstr. 66, ✉ 31: [764, 1498, 1006, 1514]
